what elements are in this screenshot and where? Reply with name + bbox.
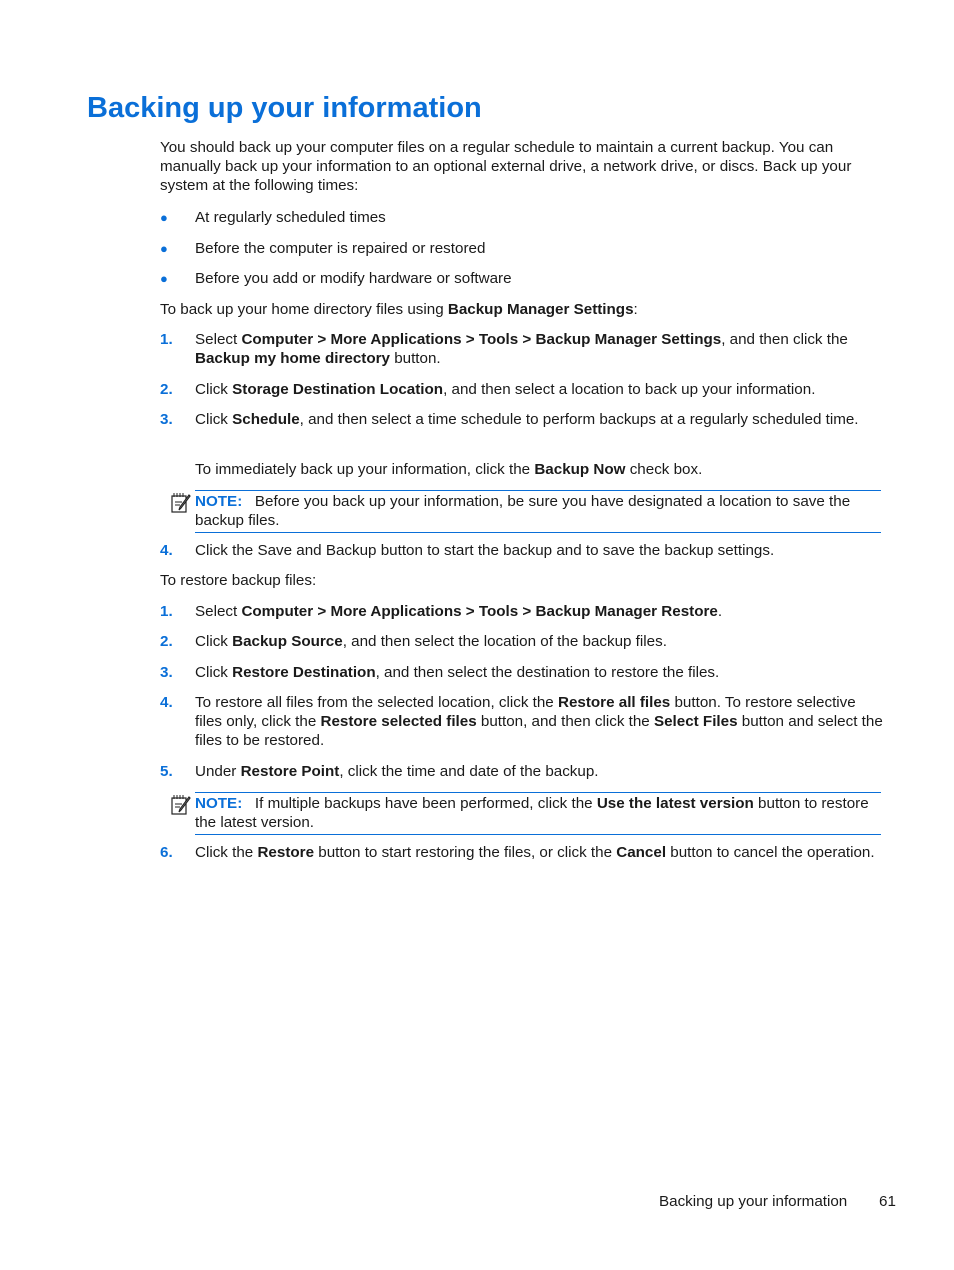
note-box: NOTE: If multiple backups have been performed, click the Use the latest version button to restore the latest version. — [195, 792, 881, 835]
backup-sub-paragraph: To immediately back up your information, click the Backup Now check box. — [195, 461, 703, 478]
restore-lead: To restore backup files: — [160, 572, 317, 589]
intro-paragraph: You should back up your computer files on a regular schedule to maintain a current backup. You can manually back up your information to an optional external drive, a network drive, or discs. Back up your system at the following times: — [160, 139, 852, 194]
bullet-icon: ● — [160, 271, 168, 286]
page-title: Backing up your information — [87, 92, 482, 124]
note-box: NOTE: Before you back up your information, be sure you have designated a location to save the backup files. — [195, 490, 881, 533]
note-pencil-icon — [170, 793, 192, 822]
footer-section-title: Backing up your information — [659, 1193, 848, 1210]
backup-lead: To back up your home directory files using Backup Manager Settings: — [160, 301, 638, 318]
page-number: 61 — [879, 1193, 896, 1210]
bullet-icon: ● — [160, 210, 168, 225]
note-pencil-icon — [170, 491, 192, 520]
bullet-icon: ● — [160, 241, 168, 256]
